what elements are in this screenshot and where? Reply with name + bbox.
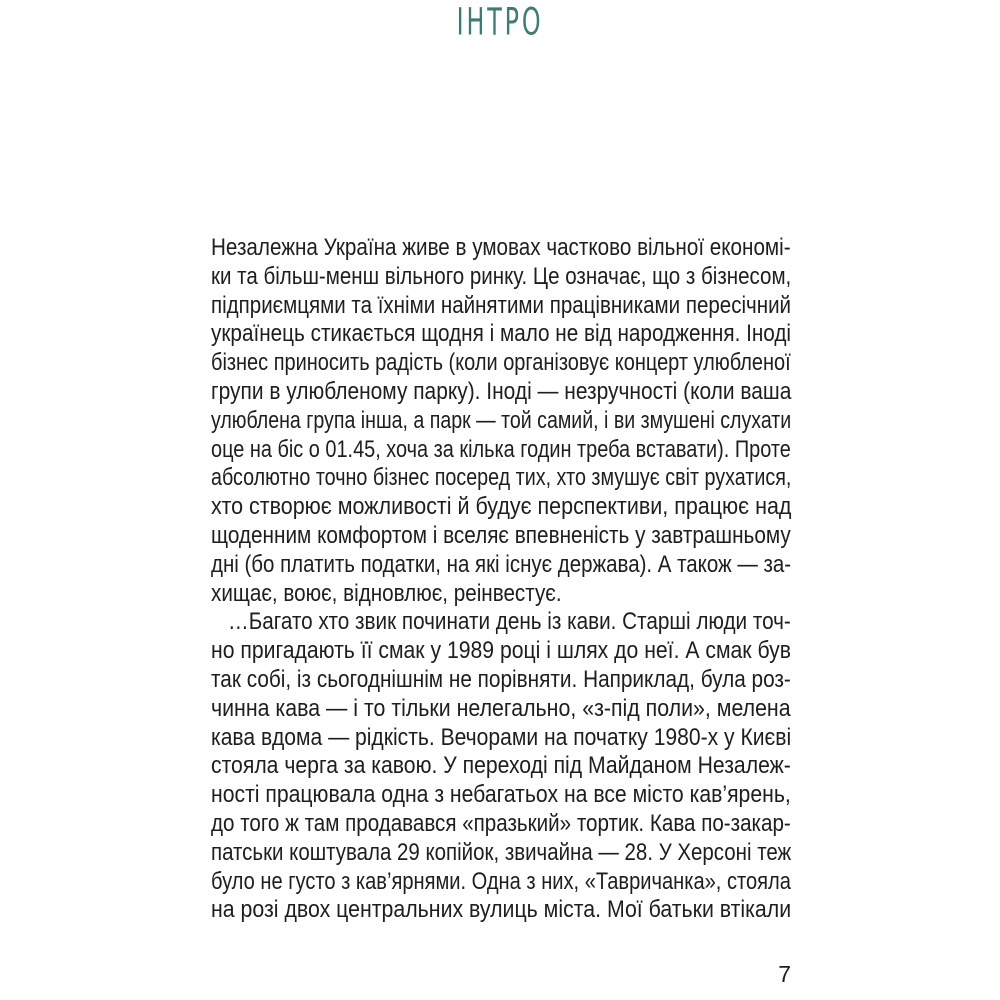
text-line-content: стояла черга за кавою. У переході під Майданом Незалеж-	[211, 752, 791, 780]
text-line	[211, 493, 791, 522]
text-line	[211, 724, 791, 753]
text-line-content: групи в улюбленому парку). Іноді — незручності (коли ваша	[211, 377, 792, 405]
text-line-content: на розі двох центральних вулиць міста. Мої батьки втікали	[211, 896, 792, 924]
text-line	[211, 551, 791, 580]
chapter-title: ІНТРО	[456, 0, 544, 44]
text-line-content: українець стикається щодня і мало не від народження. Іноді	[211, 320, 792, 348]
text-line	[211, 349, 791, 378]
text-line	[211, 522, 791, 551]
text-line-content: хто створює можливості й будує перспективи, працює над	[211, 493, 792, 521]
text-line-content: улюблена група інша, а парк — той самий, і ви змушені слухати	[211, 406, 792, 434]
text-line	[211, 436, 791, 465]
text-line	[211, 608, 791, 637]
text-line	[211, 810, 791, 839]
text-line	[211, 781, 791, 810]
text-line-content: но пригадають її смак у 1989 році і шлях до неї. А смак був	[211, 637, 791, 665]
text-line-content: Незалежна Україна живе в умовах частково вільної економі-	[211, 234, 791, 261]
text-line	[211, 378, 791, 407]
text-line-content: хищає, воює, відновлює, реінвестує.	[211, 579, 562, 607]
text-line	[211, 695, 791, 724]
text-line-content: до того ж там продавався «празький» тортик. Кава по-закар-	[211, 809, 791, 837]
page-number: 7	[778, 961, 791, 987]
text-line	[211, 263, 791, 292]
text-line-content: так собі, із сьогоднішнім не порівняти. Наприклад, була роз-	[211, 665, 791, 693]
text-line-content: патськи коштувала 29 копійок, звичайна — 28. У Херсоні теж	[211, 838, 792, 866]
text-line	[211, 580, 791, 609]
text-line	[211, 234, 791, 263]
text-line-content: дні (бо платить податки, на які існує держава). А також — за-	[211, 550, 792, 578]
text-line-content: ності працювала одна з небагатьох на все місто кав’ярень,	[211, 781, 791, 809]
text-line-content: чинна кава — і то тільки нелегально, «з-під поли», мелена	[211, 694, 791, 722]
text-line-content: щоденним комфортом і вселяє впевненість у завтрашньому	[211, 521, 791, 549]
text-line	[211, 666, 791, 695]
text-line	[211, 839, 791, 868]
text-line	[211, 752, 791, 781]
body-text	[211, 234, 791, 925]
text-line-content: підприємцями та їхніми найнятими працівниками пересічний	[211, 291, 792, 319]
text-line-content: кава вдома — рідкість. Вечорами на початку 1980-х у Києві	[211, 723, 792, 751]
text-line	[211, 896, 791, 925]
text-line-content: бізнес приносить радість (коли організовує концерт улюбленої	[211, 349, 791, 377]
text-line-content: ки та більш-менш вільного ринку. Це означає, що з бізнесом,	[211, 262, 792, 290]
text-line	[211, 637, 791, 666]
text-line-content: абсолютно точно бізнес посеред тих, хто змушує світ рухатися,	[211, 464, 792, 492]
text-line-content: …Багато хто звик починати день із кави. Старші люди точ-	[228, 608, 791, 636]
text-line-content: оце на біс о 01.45, хоча за кілька годин треба вставати). Проте	[211, 435, 791, 463]
text-line	[211, 868, 791, 897]
text-line-content: було не густо з кав’ярнями. Одна з них, «Тавричанка», стояла	[211, 867, 791, 895]
text-line	[211, 407, 791, 436]
text-line	[211, 320, 791, 349]
text-line	[211, 292, 791, 321]
text-line	[211, 464, 791, 493]
